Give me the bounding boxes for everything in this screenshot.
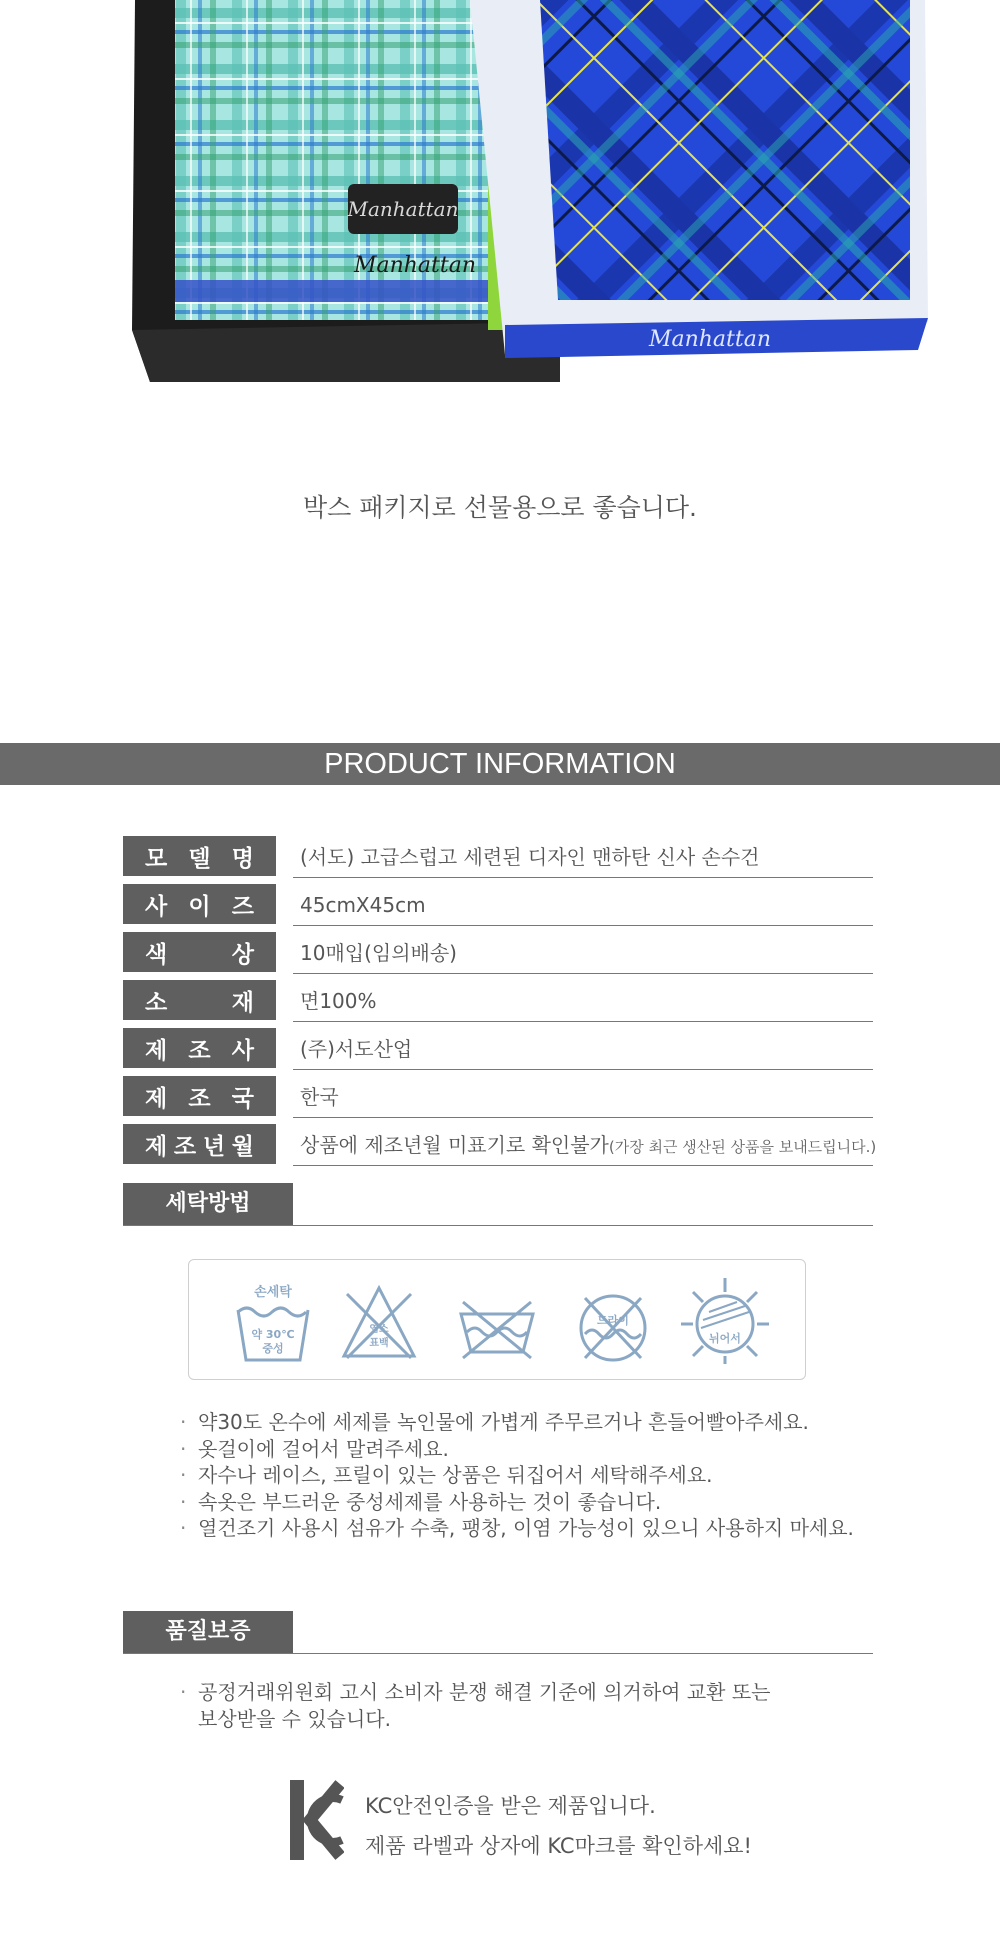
photo-caption: 박스 패키지로 선물용으로 좋습니다. [302,493,698,522]
banner-title: PRODUCT INFORMATION [324,748,676,780]
svg-text:표백: 표백 [369,1338,389,1349]
info-row-label: 모 델 명 [123,836,276,876]
list-item: · 자수나 레이스, 프릴이 있는 상품은 뒤집어서 세탁해주세요. [180,1462,900,1489]
info-row-label: 사 이 즈 [123,884,276,924]
no-bleach-icon [339,1274,419,1368]
quality-section-header [123,1611,873,1654]
svg-text:드라이: 드라이 [597,1314,629,1327]
product-info-table [123,835,877,1171]
kc-line-2: 제품 라벨과 상자에 KC마크를 확인하세요! [365,1834,752,1858]
info-row [123,883,873,931]
quality-text [180,1679,900,1732]
info-row-value: (서도) 고급스럽고 세련된 디자인 맨하탄 신사 손수건 [293,835,873,878]
svg-text:약 30℃: 약 30℃ [251,1328,295,1341]
info-row-value: 면100% [293,979,873,1022]
quality-line-1: 공정거래위원회 고시 소비자 분쟁 해결 기준에 의거하여 교환 또는 [198,1680,771,1704]
info-row-label: 색 상 [123,932,276,972]
info-row-label: 제 조 사 [123,1028,276,1068]
info-row [123,1075,873,1123]
quality-line-2: 보상받을 수 있습니다. [198,1706,391,1731]
hand-wash-icon [233,1274,313,1368]
info-row-value: 상품에 제조년월 미표기로 확인불가(가장 최근 생산된 상품을 보내드립니다.) [293,1123,873,1166]
wash-section-header [123,1183,873,1226]
info-row [123,979,873,1027]
svg-text:염소: 염소 [369,1324,389,1335]
info-row [123,835,873,883]
no-tumble-dry-icon [573,1274,653,1368]
kc-mark-icon [288,1778,344,1866]
info-row [123,931,873,979]
quality-section-title: 품질보증 [123,1611,293,1653]
info-row-value: 10매입(임의배송) [293,931,873,974]
info-row-value: (주)서도산업 [293,1027,873,1070]
svg-text:뉘어서: 뉘어서 [709,1332,741,1345]
wash-instructions [180,1409,900,1542]
kc-line-1: KC안전인증을 받은 제품입니다. [365,1794,656,1818]
no-iron-icon [457,1274,537,1368]
svg-text:손세탁: 손세탁 [254,1285,292,1300]
info-row-value: 45cmX45cm [293,883,873,926]
handkerchief-embroidered-logo: Manhattan [353,253,477,278]
info-row-label: 제 조 년 월 [123,1124,276,1164]
info-row-label: 제 조 국 [123,1076,276,1116]
product-photo [0,0,1000,400]
info-row-note: (가장 최근 생산된 상품을 보내드립니다.) [608,1138,877,1156]
product-information-banner [0,743,1000,785]
handkerchief-tag-logo: Manhattan [347,197,459,221]
info-row [123,1123,877,1171]
wash-section-title: 세탁방법 [123,1183,293,1225]
list-item: · 열건조기 사용시 섬유가 수축, 팽창, 이염 가능성이 있으니 사용하지 마세요. [180,1515,900,1542]
list-item: · 약30도 온수에 세제를 녹인물에 가볍게 주무르거나 흔들어빨아주세요. [180,1409,900,1436]
wash-symbols-box [188,1259,806,1380]
dry-flat-icon [679,1274,771,1368]
info-row-label: 소 재 [123,980,276,1020]
info-row-value: 한국 [293,1075,873,1118]
svg-text:중성: 중성 [262,1342,284,1355]
info-row [123,1027,873,1075]
box-logo: Manhattan [648,327,772,352]
list-item: · 속옷은 부드러운 중성세제를 사용하는 것이 좋습니다. [180,1489,900,1516]
list-item: · 옷걸이에 걸어서 말려주세요. [180,1436,900,1463]
list-item [180,1679,900,1732]
